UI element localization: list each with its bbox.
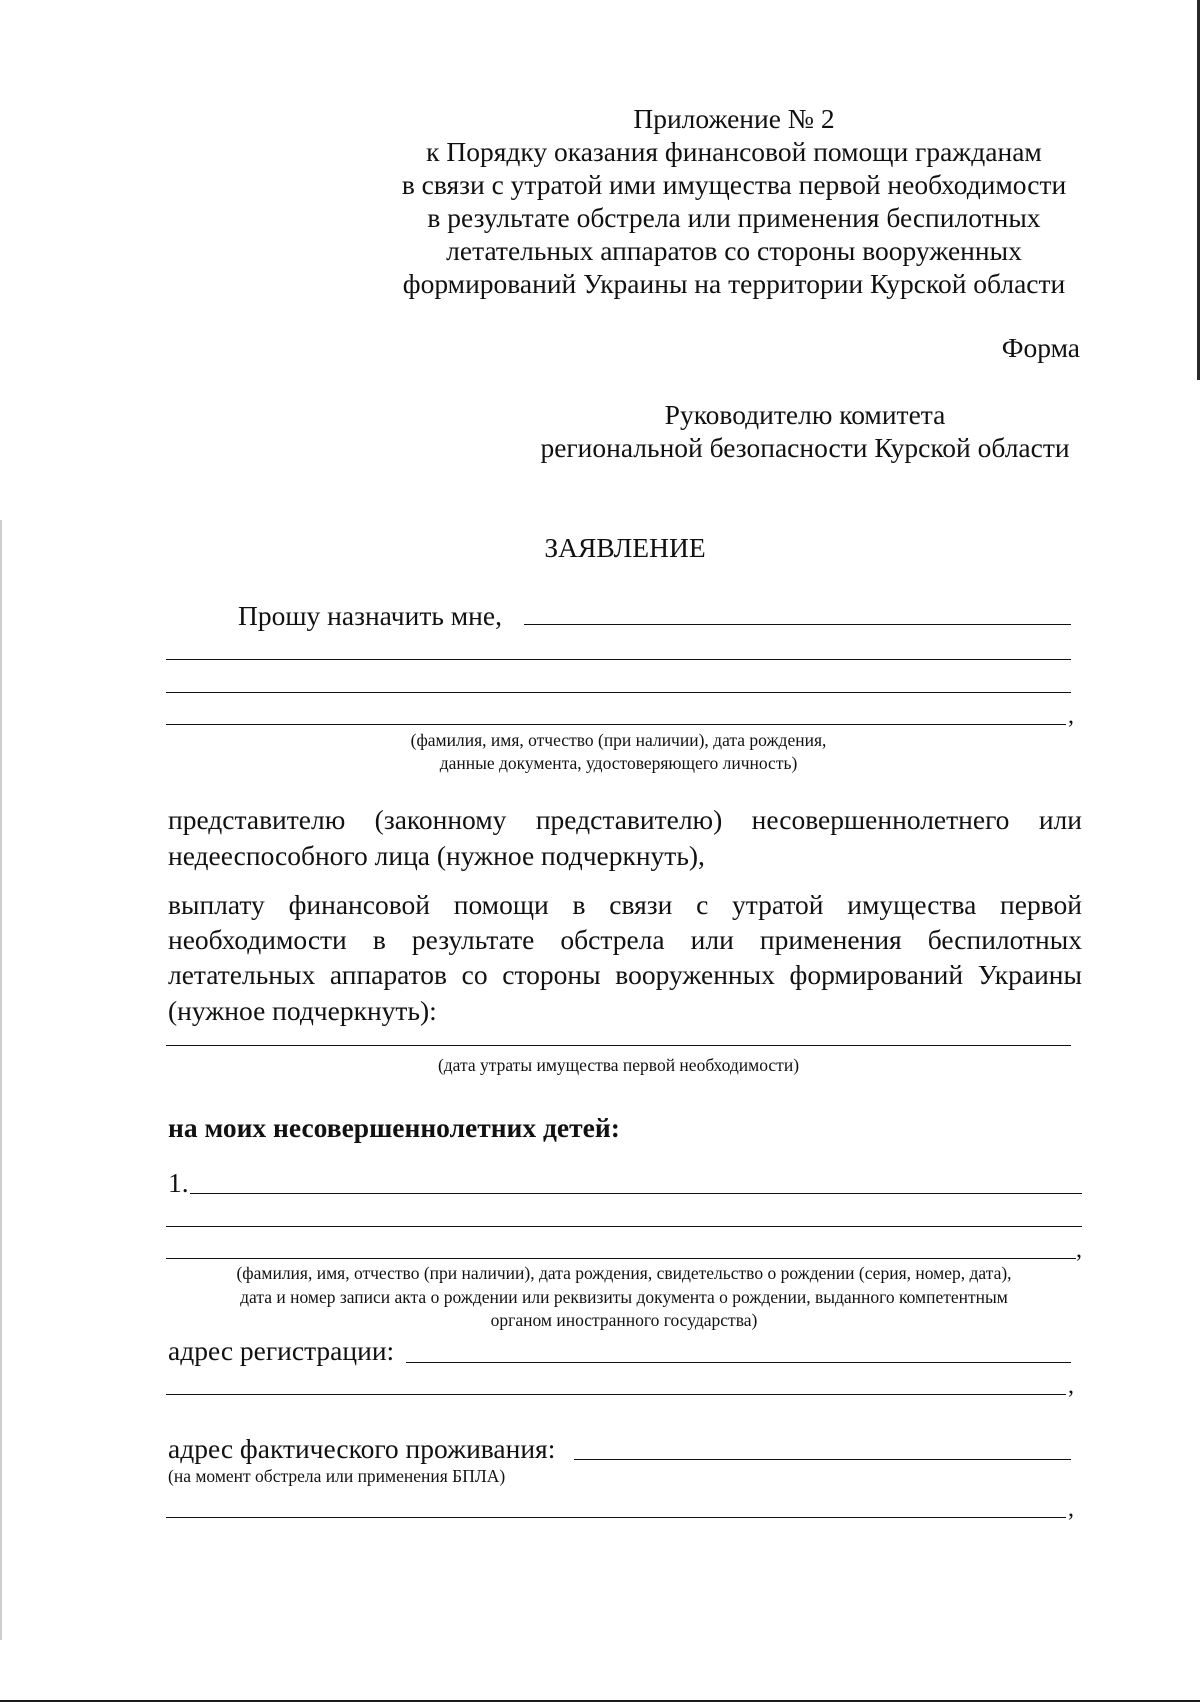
appendix-line-4: летательных аппаратов со стороны вооруженных	[446, 235, 1022, 266]
loss-date-caption: (дата утраты имущества первой необходимости)	[437, 1055, 800, 1075]
registration-comma: ,	[1068, 1373, 1074, 1399]
child-comma: ,	[1076, 1237, 1082, 1263]
payment-line-3: летательных аппаратов со стороны вооруженных формирований Украины	[168, 959, 1082, 990]
representative-line-2: недееспособного лица (нужное подчеркнуть),	[168, 840, 705, 871]
child-caption-line-3: органом иностранного государства)	[490, 1310, 758, 1330]
applicant-comma: ,	[1068, 703, 1074, 729]
applicant-field-line-1[interactable]	[524, 624, 1071, 625]
appendix-line-1: к Порядку оказания финансовой помощи гражданам	[426, 136, 1042, 167]
child-field-line-2[interactable]	[166, 1226, 1082, 1227]
child-item-number: 1.	[168, 1167, 189, 1198]
actual-address-field-line-1[interactable]	[574, 1459, 1071, 1460]
registration-address-label: адрес регистрации:	[168, 1335, 395, 1366]
representative-line-1: представителю (законному представителю) несовершеннолетнего или	[168, 804, 1082, 835]
form-label: Форма	[1001, 332, 1080, 363]
appendix-line-5: формирований Украины на территории Курской области	[402, 268, 1066, 299]
actual-address-note: (на момент обстрела или применения БПЛА)	[168, 1466, 506, 1486]
payment-line-2: необходимости в результате обстрела или применения беспилотных	[168, 924, 1082, 955]
document-title: ЗАЯВЛЕНИЕ	[544, 532, 706, 563]
child-caption-line-2: дата и номер записи акта о рождении или реквизиты документа о рождении, выданного компетентным	[240, 1287, 1008, 1307]
actual-address-comma: ,	[1068, 1496, 1074, 1522]
child-field-line-1[interactable]	[190, 1193, 1082, 1194]
children-heading: на моих несовершеннолетних детей:	[168, 1112, 620, 1143]
child-caption-line-1: (фамилия, имя, отчество (при наличии), дата рождения, свидетельство о рождении (серия, номер, дата),	[236, 1263, 1012, 1283]
appendix-title: Приложение № 2	[633, 103, 835, 134]
actual-address-field-line-2[interactable]	[166, 1517, 1066, 1518]
payment-line-4: (нужное подчеркнуть):	[168, 995, 437, 1026]
appendix-line-2: в связи с утратой ими имущества первой необходимости	[401, 169, 1067, 200]
request-lead: Прошу назначить мне,	[238, 600, 502, 631]
loss-date-field-line[interactable]	[166, 1045, 1071, 1046]
applicant-field-line-3[interactable]	[166, 692, 1071, 693]
applicant-caption-line-1: (фамилия, имя, отчество (при наличии), дата рождения,	[410, 730, 827, 750]
registration-address-field-line-2[interactable]	[166, 1394, 1066, 1395]
addressee-line-1: Руководителю комитета	[664, 399, 946, 430]
applicant-caption-line-2: данные документа, удостоверяющего личность)	[439, 753, 798, 773]
actual-address-label: адрес фактического проживания:	[168, 1433, 556, 1464]
applicant-field-line-4[interactable]	[166, 724, 1066, 725]
addressee-line-2: региональной безопасности Курской области	[540, 432, 1070, 463]
child-field-line-3[interactable]	[166, 1258, 1076, 1259]
applicant-field-line-2[interactable]	[166, 659, 1071, 660]
registration-address-field-line-1[interactable]	[406, 1362, 1071, 1363]
appendix-line-3: в результате обстрела или применения беспилотных	[427, 202, 1041, 233]
scan-edge-left	[0, 520, 2, 1640]
payment-line-1: выплату финансовой помощи в связи с утратой имущества первой	[168, 889, 1082, 920]
